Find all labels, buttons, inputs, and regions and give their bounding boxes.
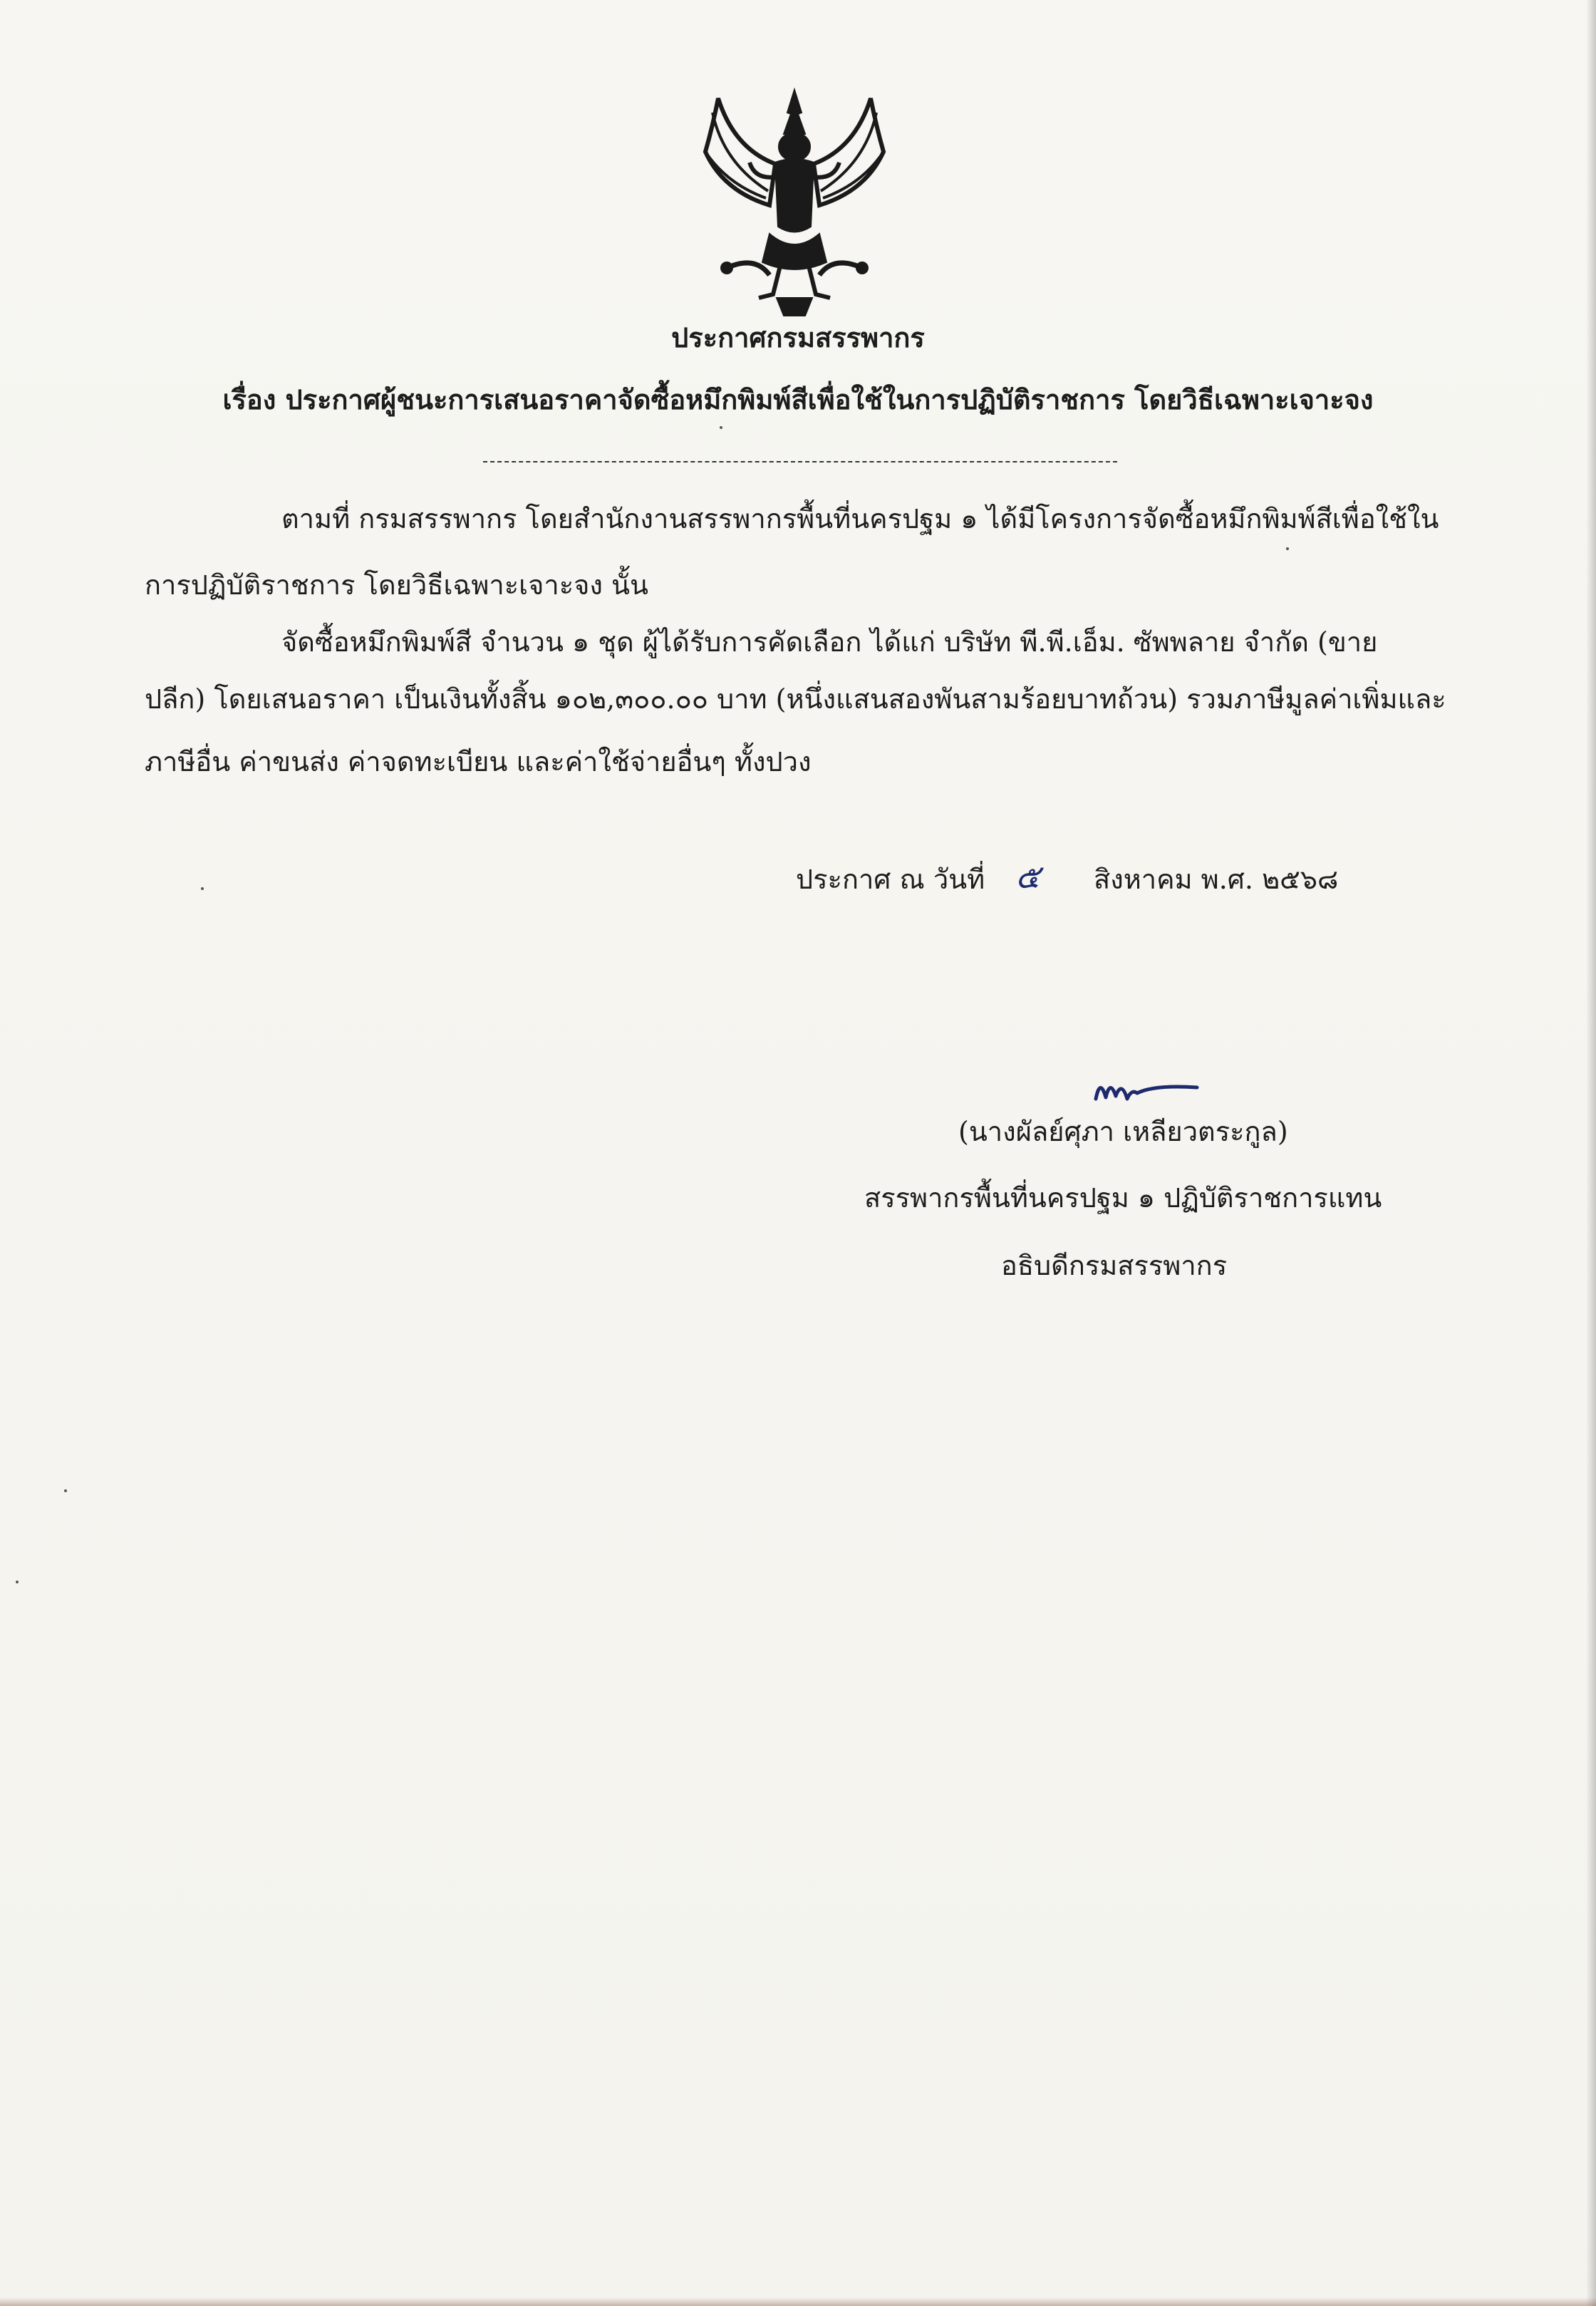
scan-speck (16, 1581, 19, 1583)
scan-speck (720, 426, 722, 429)
signatory-title: อธิบดีกรมสรรพากร (1001, 1250, 1228, 1281)
body-paragraph-1-line-2: การปฏิบัติราชการ โดยวิธีเฉพาะเจาะจง นั้น (145, 569, 648, 601)
signatory-name: (นางผัลย์ศุภา เหลียวตระกูล) (958, 1116, 1288, 1147)
separator-line (483, 461, 1117, 462)
garuda-emblem-icon (684, 84, 905, 319)
announcement-subject: เรื่อง ประกาศผู้ชนะการเสนอราคาจัดซื้อหมึกพิมพ์สีเพื่อใช้ในการปฏิบัติราชการ โดยวิธีเฉพาะเจาะจง (222, 383, 1374, 415)
body-paragraph-2-line-2: ปลีก) โดยเสนอราคา เป็นเงินทั้งสิ้น ๑๐๒,๓๐๐.๐๐ บาท (หนึ่งแสนสองพันสามร้อยบาทถ้วน) รวมภาษีมูลค่าเพิ่มและ (145, 683, 1446, 715)
scan-speck (64, 1489, 67, 1492)
paper-edge-shadow (1586, 0, 1596, 2306)
body-paragraph-2-line-1: จัดซื้อหมึกพิมพ์สี จำนวน ๑ ชุด ผู้ได้รับการคัดเลือก ได้แก่ บริษัท พี.พี.เอ็ม. ซัพพลาย จำกัด (ขาย (281, 626, 1378, 658)
scan-speck (1286, 547, 1289, 550)
signature-image (1090, 1063, 1204, 1113)
announce-date-month-year: สิงหาคม พ.ศ. ๒๕๖๘ (1094, 864, 1339, 895)
signatory-position: สรรพากรพื้นที่นครปฐม ๑ ปฏิบัติราชการแทน (864, 1182, 1382, 1214)
body-paragraph-1-line-1: ตามที่ กรมสรรพากร โดยสำนักงานสรรพากรพื้นที่นครปฐม ๑ ได้มีโครงการจัดซื้อหมึกพิมพ์สีเพื่อใช้ใน (281, 503, 1439, 534)
scan-speck (201, 887, 204, 890)
announce-date-prefix: ประกาศ ณ วันที่ (796, 864, 985, 895)
paper-bottom-edge (0, 2297, 1596, 2306)
body-paragraph-2-line-3: ภาษีอื่น ค่าขนส่ง ค่าจดทะเบียน และค่าใช้จ่ายอื่นๆ ทั้งปวง (145, 746, 812, 777)
announce-date-day: ๕ (1015, 857, 1040, 896)
announcement-title: ประกาศกรมสรรพากร (671, 321, 925, 353)
